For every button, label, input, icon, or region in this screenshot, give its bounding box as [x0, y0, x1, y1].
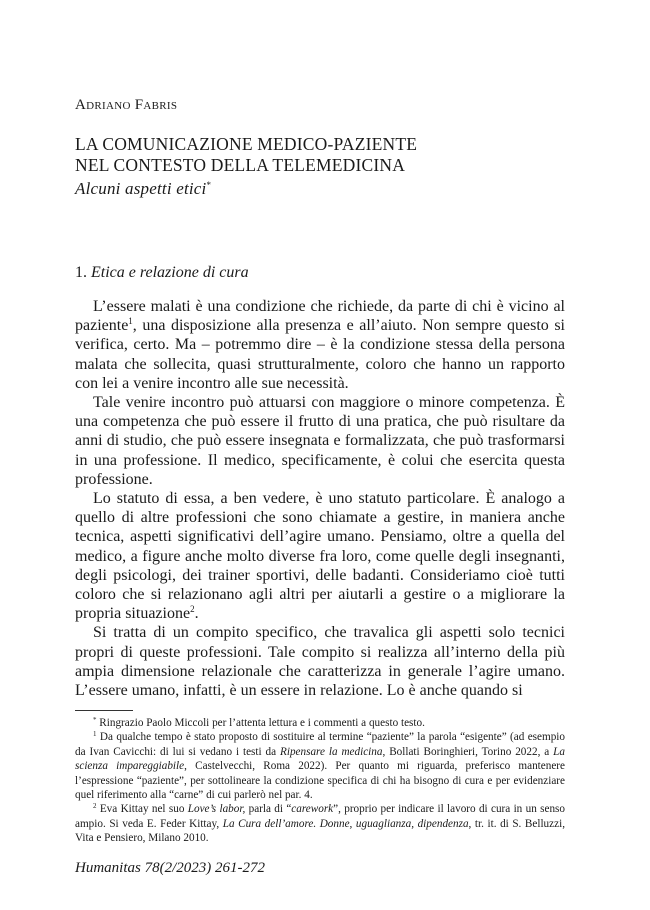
footnote-2-book-title-2: La Cura dell’amore. Donne, uguaglianza, dipendenza: [222, 817, 469, 830]
footnote-2-text-c: ”, proprio per indicare il lavoro di cura in un senso ampio. Si veda E. Feder Kittay,: [75, 803, 565, 830]
article-title: [75, 134, 595, 200]
footnote-ref-1: 1: [128, 316, 133, 327]
title-line-1: LA COMUNICAZIONE MEDICO-PAZIENTE: [75, 134, 418, 154]
paragraph-2: Tale venire incontro può attuarsi con maggiore o minore competenza. È una competenza che può essere il frutto di una pratica, che può risultare da anni di studio, che può essere insegnata e formalizzata, che può trasformarsi in una professione. Il medico, specificamente, è colui che esercita questa professione.: [75, 394, 565, 488]
author-name: Adriano Fabris: [75, 97, 178, 113]
footnote-2-book-title-1: Love’s labor,: [187, 803, 246, 816]
paragraph-1-text-b: , una disposizione alla presenza e all’aiuto. Non sempre questo si verifica, certo. Ma – potremmo dire – è la condizione stessa della persona malata che sollecita, quasi strutturalmente, coloro che hanno un rapporto con lei a venire incontro alle sue necessità.: [75, 317, 565, 392]
paragraph-3-text-a: Lo statuto di essa, a ben vedere, è uno statuto particolare. È analogo a quello di altre professioni che sono chiamate a gestire, in maniera anche tecnica, aspetti significativi dell’agire umano. Pensiamo, oltre a quella del medico, a figure anche molto diverse fra loro, come quelle degli insegnanti, degli psicologi, dei trainer sportivi, delle badanti. Consideriamo cioè tutti coloro che si relazionano agli altri per aiutarli a gestire o a migliorare la propria situazione: [75, 490, 565, 623]
footnote-1: [75, 730, 565, 802]
footnotes: [75, 716, 565, 846]
footnote-1-text-b: , Bollati Boringhieri, Torino 2022, a: [382, 745, 554, 758]
title-line-2: NEL CONTESTO DELLA TELEMEDICINA: [75, 154, 406, 175]
footnote-1-book-title-2: La scienza impareggiabile: [75, 745, 565, 773]
footnote-ref-2: 2: [190, 604, 195, 615]
footnote-2-text-b: parla di “: [245, 803, 292, 816]
footnote-2-text-d: , tr. it. di S. Belluzzi, Vita e Pensiero, Milano 2010.: [75, 817, 565, 845]
subtitle-footnote-mark: *: [206, 180, 212, 190]
paragraph-1: [75, 297, 565, 393]
footnote-1-mark: 1: [93, 730, 97, 739]
article-subtitle: [75, 175, 595, 200]
paragraph-3-text-b: .: [194, 605, 199, 623]
body-text: [75, 297, 565, 700]
footnote-2-term: carework: [291, 803, 334, 816]
footnote-1-text-c: , Castelvecchi, Roma 2022). Per quanto mi riguarda, preferisco mantenere l’espressione “paziente”, per sottolineare la condizione specifica di chi ha bisogno di cura e per evidenziare quel riferimento alla “carne” di cui parlerò nel par. 4.: [75, 760, 565, 802]
footnote-star-mark: *: [93, 716, 97, 724]
footnote-star: [75, 716, 565, 730]
footnote-2: [75, 802, 565, 845]
paragraph-3: [75, 489, 565, 623]
footnote-1-text-a: Da qualche tempo è stato proposto di sostituire al termine “paziente” la parola “esigente” (ad esempio da Ivan Cavicchi: di lui si vedano i testi da: [75, 731, 566, 758]
section-heading: [75, 264, 249, 282]
footnote-2-mark: 2: [93, 802, 97, 811]
paragraph-4: Si tratta di un compito specifico, che travalica gli aspetti solo tecnici propri di queste professioni. Tale compito si realizza all’interno della più ampia dimensione relazionale che caratterizza in generale l’agire umano. L’essere umano, infatti, è un essere in relazione. Lo è anche quando si: [75, 624, 565, 700]
footnote-star-text: Ringrazio Paolo Miccoli per l’attenta lettura e i commenti a questo testo.: [99, 717, 425, 729]
paragraph-1-text-a: L’essere malati è una condizione che richiede, da parte di chi è vicino al paziente: [75, 298, 565, 335]
section-title: Etica e relazione di cura: [91, 264, 249, 281]
subtitle-text: Alcuni aspetti etici: [75, 179, 207, 198]
section-number: 1.: [75, 264, 87, 281]
footnote-1-book-title-1: Ripensare la medicina: [280, 745, 383, 758]
footnote-divider: [75, 710, 133, 711]
footnote-2-text-a: Eva Kittay nel suo: [99, 803, 188, 816]
journal-citation: Humanitas 78(2/2023) 261-272: [75, 860, 265, 876]
